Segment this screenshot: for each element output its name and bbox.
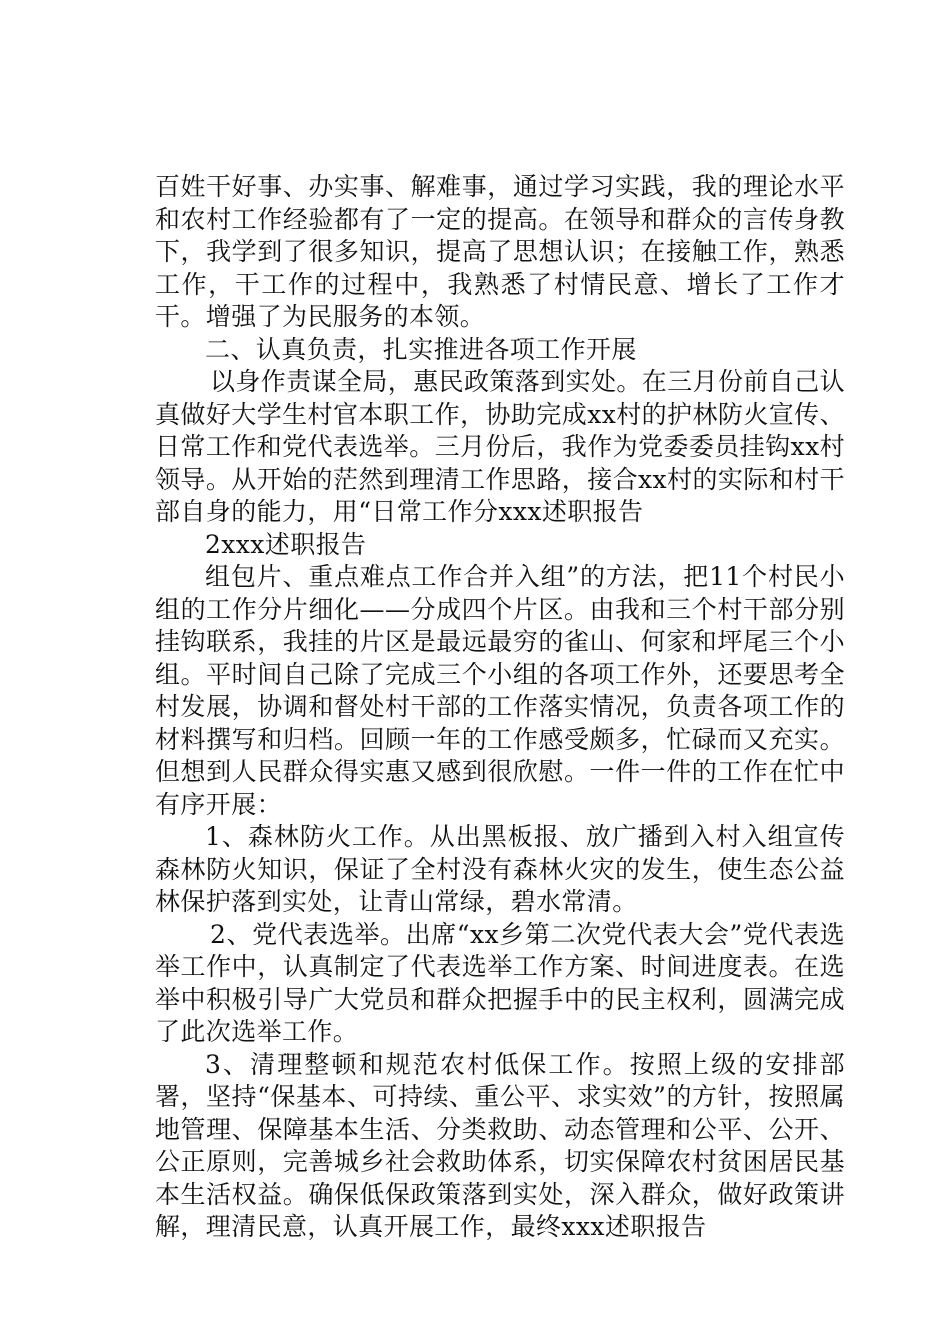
list-item-forest-fire: 1、森林防火工作。从出黑板报、放广播到入村入组宣传森林防火知识，保证了全村没有森林火灾的发生，使生态公益林保护落到实处，让青山常绿，碧水常清。 (155, 822, 845, 916)
paragraph-work-grouping: 组包片、重点难点工作合并入组”的方法，把11个村民小组的工作分片细化——分成四个片区。由我和三个村干部分别挂钩联系，我挂的片区是最远最穷的雀山、何家和坪尾三个小组。平时间自己除了完成三个小组的各项工作外，还要思考全村发展，协调和督处村干部的工作落实情况，负责各项工作的材料撰写和归档。回顾一年的工作感受颇多，忙碌而又充实。但想到人民群众得实惠又感到很欣慰。一件一件的工作在忙中有序开展： (155, 562, 845, 819)
list-item-party-election: 2、党代表选举。出席“xx乡第二次党代表大会”党代表选举工作中，认真制定了代表选举工作方案、时间进度表。在选举中积极引导广大党员和群众把握手中的民主权利，圆满完成了此次选举工作。 (155, 919, 845, 1046)
paragraph-intro: 百姓干好事、办实事、解难事，通过学习实践，我的理论水平和农村工作经验都有了一定的提高。在领导和群众的言传身教下，我学到了很多知识，提高了思想认识；在接触工作，熟悉工作，干工作的过程中，我熟悉了村情民意、增长了工作才干。增强了为民服务的本领。 (155, 172, 845, 331)
section-heading-2: 二、认真负责，扎实推进各项工作开展 (205, 334, 637, 364)
paragraph-report-marker: 2xxx述职报告 (205, 529, 367, 559)
list-item-low-income-security: 3、清理整顿和规范农村低保工作。按照上级的安排部署，坚持“保基本、可持续、重公平、求实效”的方针，按照属地管理、保障基本生活、分类救助、动态管理和公平、公开、公正原则，完善城乡社会救助体系，切实保障农村贫困居民基本生活权益。确保低保政策落到实处，深入群众，做好政策讲解，理清民意，认真开展工作，最终xxx述职报告 (155, 1049, 845, 1241)
paragraph-section-2: 以身作责谋全局，惠民政策落到实处。在三月份前自己认真做好大学生村官本职工作，协助完成xx村的护林防火宣传、日常工作和党代表选举。三月份后，我作为党委委员挂钩xx村领导。从开始的茫然到理清工作思路，接合xx村的实际和村干部自身的能力，用“日常工作分xxx述职报告 (155, 367, 846, 526)
document-body (155, 171, 845, 1244)
